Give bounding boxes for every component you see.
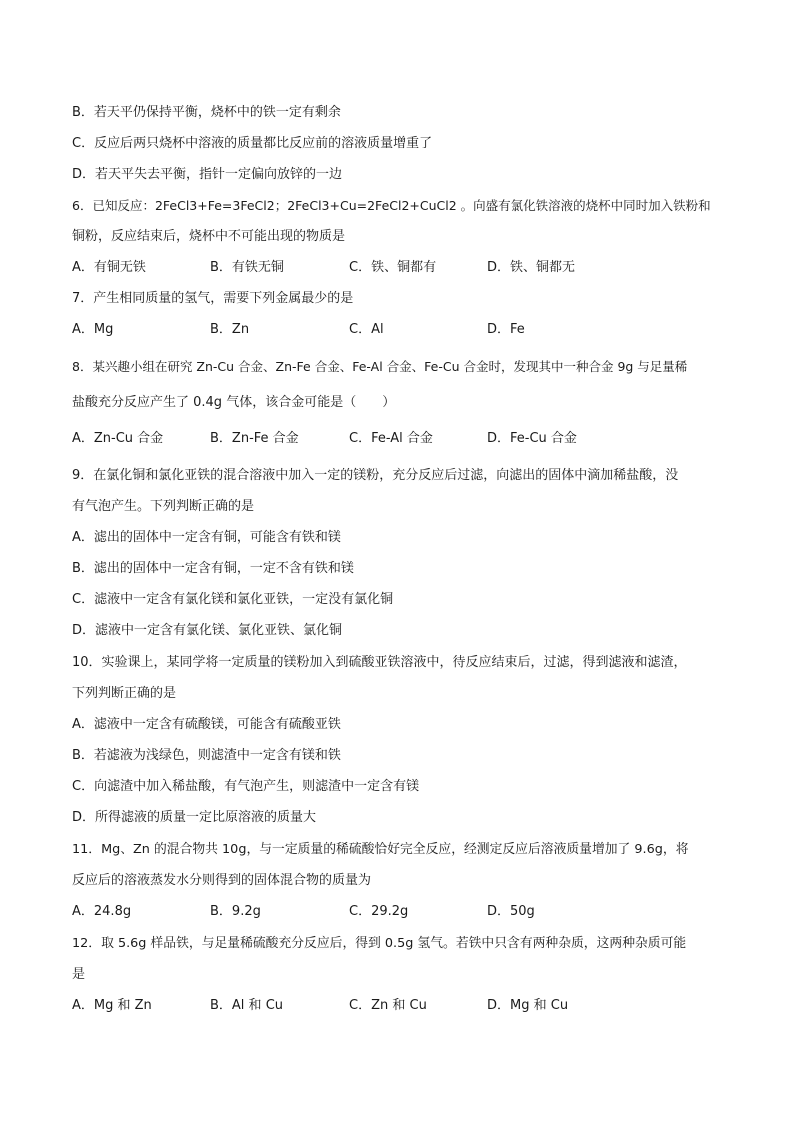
- q11-option-d: D．50g: [487, 904, 535, 919]
- q5-option-d: D．若天平失去平衡，指针一定偏向放锌的一边: [72, 167, 343, 182]
- q7-option-c: C．Al: [349, 322, 384, 337]
- q10-option-a: A．滤液中一定含有硫酸镁，可能含有硫酸亚铁: [72, 717, 341, 732]
- q9-option-a: A．滤出的固体中一定含有铜，可能含有铁和镁: [72, 530, 341, 545]
- q10-stem-line2: 下列判断正确的是: [72, 686, 177, 701]
- q7-option-b: B．Zn: [210, 322, 250, 337]
- q12-stem-line1: 12．取 5.6g 样品铁，与足量稀硫酸充分反应后，得到 0.5g 氢气。若铁中只含有两种杂质，这两种杂质可能: [72, 936, 687, 951]
- q9-option-b: B．滤出的固体中一定含有铜，一定不含有铁和镁: [72, 561, 354, 576]
- q11-option-c: C．29.2g: [349, 904, 409, 919]
- q8-option-b: B．Zn-Fe 合金: [210, 431, 299, 446]
- q8-stem-line1: 8．某兴趣小组在研究 Zn-Cu 合金、Zn-Fe 合金、Fe-Al 合金、Fe-Cu 合金时，发现其中一种合金 9g 与足量稀: [72, 359, 688, 374]
- q11-option-b: B．9.2g: [210, 904, 261, 919]
- q6-option-b: B．有铁无铜: [210, 260, 284, 275]
- q10-stem-line1: 10．实验课上，某同学将一定质量的镁粉加入到硫酸亚铁溶液中，待反应结束后，过滤，得到滤液和滤渣，: [72, 655, 687, 670]
- q7-stem: 7．产生相同质量的氢气，需要下列金属最少的是: [72, 291, 354, 306]
- q9-stem-line1: 9．在氯化铜和氯化亚铁的混合溶液中加入一定的镁粉，充分反应后过滤，向滤出的固体中滴加稀盐酸，没: [72, 468, 679, 483]
- q8-option-a: A．Zn-Cu 合金: [72, 431, 164, 446]
- q8-options: [72, 430, 732, 448]
- q11-option-a: A．24.8g: [72, 904, 132, 919]
- q12-options: [72, 997, 732, 1015]
- q10-option-b: B．若滤液为浅绿色，则滤渣中一定含有镁和铁: [72, 748, 341, 763]
- q11-stem-line2: 反应后的溶液蒸发水分则得到的固体混合物的质量为: [72, 873, 372, 888]
- q8-option-d: D．Fe-Cu 合金: [487, 431, 577, 446]
- q8-stem-line2: 盐酸充分反应产生了 0.4g 气体，该合金可能是（ ）: [72, 395, 396, 410]
- q9-stem-line2: 有气泡产生。下列判断正确的是: [72, 499, 255, 514]
- q7-option-a: A．Mg: [72, 322, 114, 337]
- q6-stem-line2: 铜粉，反应结束后，烧杯中不可能出现的物质是: [72, 229, 346, 244]
- q12-option-b: B．Al 和 Cu: [210, 998, 284, 1013]
- q5-option-b: B．若天平仍保持平衡，烧杯中的铁一定有剩余: [72, 105, 341, 120]
- q5-option-c: C．反应后两只烧杯中溶液的质量都比反应前的溶液质量增重了: [72, 136, 433, 151]
- q6-options: [72, 259, 732, 277]
- q12-option-c: C．Zn 和 Cu: [349, 998, 427, 1013]
- q9-option-d: D．滤液中一定含有氯化镁、氯化亚铁、氯化铜: [72, 623, 343, 638]
- q7-option-d: D．Fe: [487, 322, 525, 337]
- q8-option-c: C．Fe-Al 合金: [349, 431, 433, 446]
- q12-option-d: D．Mg 和 Cu: [487, 998, 569, 1013]
- q6-stem-line1: 6．已知反应：2FeCl3+Fe=3FeCl2；2FeCl3+Cu=2FeCl2+CuCl2 。向盛有氯化铁溶液的烧杯中同时加入铁粉和: [72, 198, 711, 213]
- q6-option-a: A．有铜无铁: [72, 260, 146, 275]
- q12-stem-line2: 是: [72, 967, 86, 982]
- q7-options: [72, 321, 732, 339]
- q6-option-c: C．铁、铜都有: [349, 260, 437, 275]
- q10-option-c: C．向滤渣中加入稀盐酸，有气泡产生，则滤渣中一定含有镁: [72, 779, 420, 794]
- q11-options: [72, 903, 732, 921]
- q12-option-a: A．Mg 和 Zn: [72, 998, 152, 1013]
- q9-option-c: C．滤液中一定含有氯化镁和氯化亚铁，一定没有氯化铜: [72, 592, 394, 607]
- q10-option-d: D．所得滤液的质量一定比原溶液的质量大: [72, 810, 317, 825]
- q6-option-d: D．铁、铜都无: [487, 260, 576, 275]
- q11-stem-line1: 11．Mg、Zn 的混合物共 10g，与一定质量的稀硫酸恰好完全反应，经测定反应后溶液质量增加了 9.6g，将: [72, 842, 689, 857]
